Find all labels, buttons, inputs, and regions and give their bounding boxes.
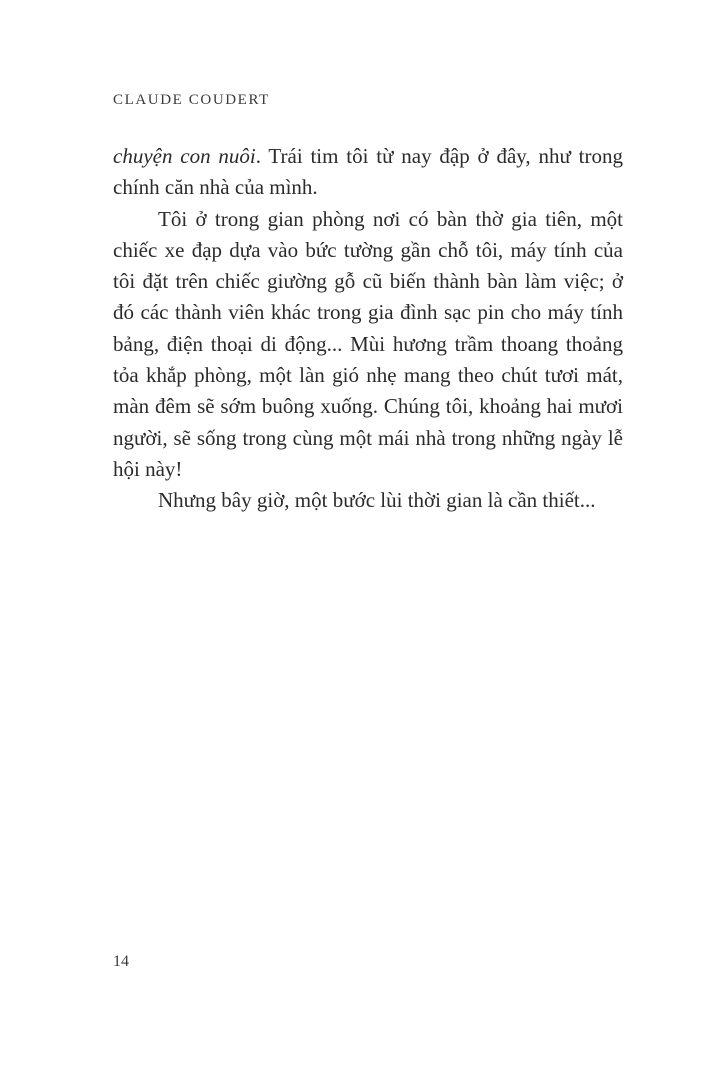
paragraph-1 (113, 141, 623, 204)
body-text (113, 141, 623, 517)
page-number: 14 (113, 953, 129, 970)
italic-phrase: chuyện con nuôi (113, 144, 256, 168)
paragraph-1-text: . Trái tim tôi từ nay đập ở đây, như trong chính căn nhà của mình. (113, 144, 623, 200)
paragraph-3: Nhưng bây giờ, một bước lùi thời gian là cần thiết... (158, 488, 596, 513)
paragraph-2: Tôi ở trong gian phòng nơi có bàn thờ gia tiên, một chiếc xe đạp dựa vào bức tường gần chỗ tôi, máy tính của tôi đặt trên chiếc giường gỗ cũ biến thành bàn làm việc; ở đó các thành viên khác trong gia đình sạc pin cho máy tính bảng, điện thoại di động... Mùi hương trầm thoang thoảng tỏa khắp phòng, một làn gió nhẹ mang theo chút tươi mát, màn đêm sẽ sớm buông xuống. Chúng tôi, khoảng hai mươi người, sẽ sống trong cùng một mái nhà trong những ngày lễ hội này! (113, 206, 623, 481)
running-head: CLAUDE COUDERT (113, 92, 270, 108)
